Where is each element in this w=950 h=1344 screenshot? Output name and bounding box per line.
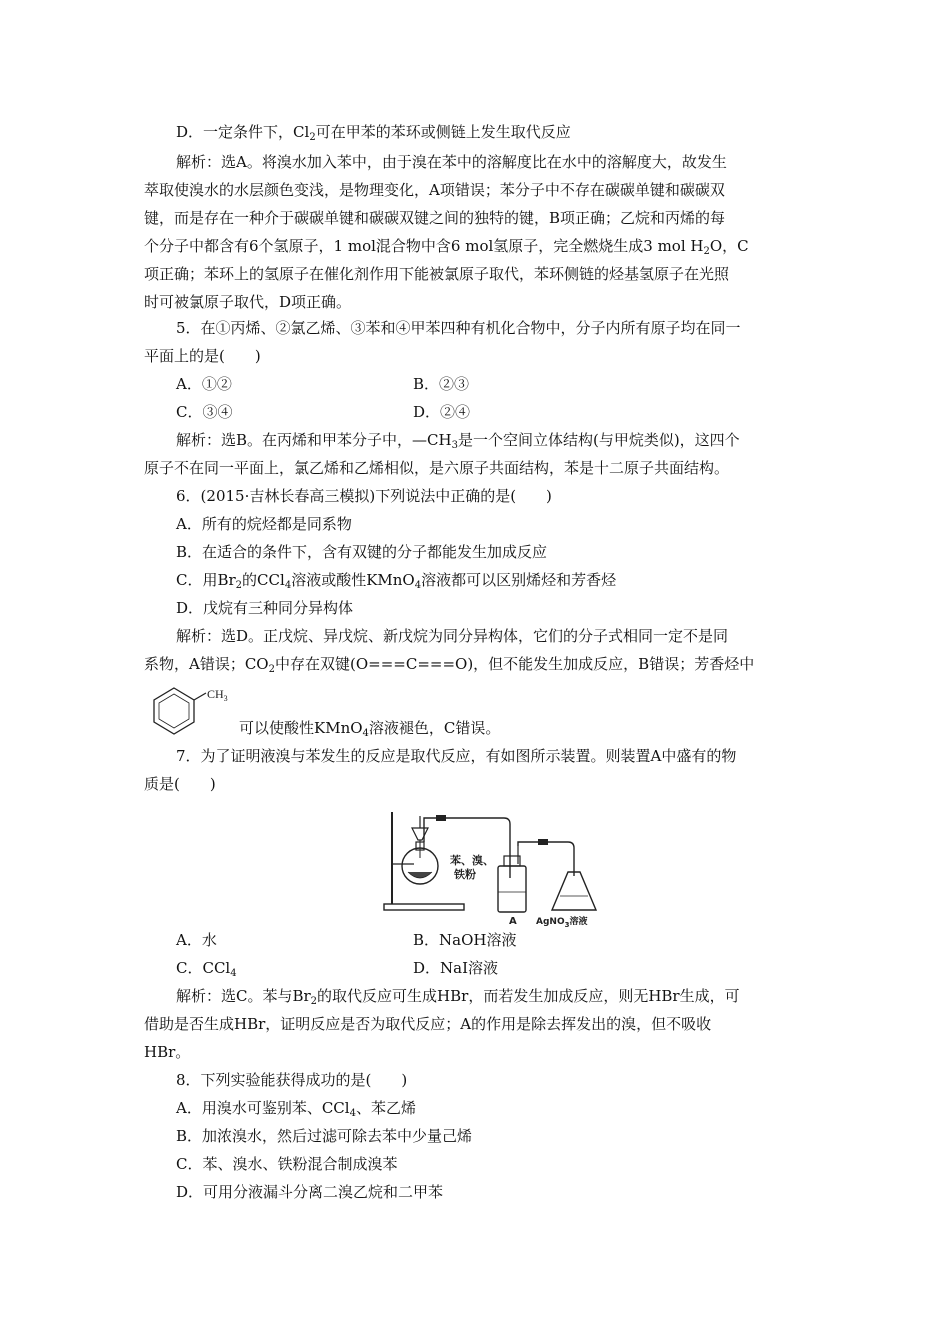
q7-option-a: A．水	[176, 931, 217, 949]
q8-option-b: B．加浓溴水，然后过滤可除去苯中少量己烯	[176, 1127, 473, 1145]
svg-text:苯、溴、: 苯、溴、	[450, 854, 494, 867]
q7-option-b: B．NaOH溶液	[413, 931, 517, 949]
bottle-a	[498, 866, 526, 912]
q8-option-c: C．苯、溴水、铁粉混合制成溴苯	[176, 1155, 398, 1173]
q8-option-d: D．可用分液漏斗分离二溴乙烷和二甲苯	[176, 1183, 444, 1201]
q6-option-b: B．在适合的条件下，含有双键的分子都能发生加成反应	[176, 543, 548, 561]
dropping-funnel	[412, 828, 428, 840]
q4-explanation-line: 解析：选A。将溴水加入苯中，由于溴在苯中的溶解度比在水中的溶解度大，故发生	[176, 153, 727, 171]
q7-explanation-line: 借助是否生成HBr，证明反应是否为取代反应；A的作用是除去挥发出的溴，但不吸收	[144, 1015, 712, 1033]
q6-option-d: D．戊烷有三种同分异构体	[176, 599, 354, 617]
q6-explanation-line: 系物，A错误；$CO_2$中存在双键(O===C===O)，但不能发生加成反应，B错误；芳香烃中	[144, 655, 755, 675]
erlenmeyer-flask	[552, 872, 596, 910]
q5-stem: 5．在①丙烯、②氯乙烯、③苯和④甲苯四种有机化合物中，分子内所有原子均在同一	[176, 319, 741, 337]
q7-explanation-line: HBr。	[144, 1043, 191, 1061]
q5-explanation-line: 原子不在同一平面上，氯乙烯和乙烯相似，是六原子共面结构，苯是十二原子共面结构。	[144, 459, 730, 477]
q5-stem: 平面上的是( )	[144, 347, 261, 365]
q5-explanation-line: 解析：选B。在丙烯和甲苯分子中，$—CH_3$是一个空间立体结构(与甲烷类似)，这四个	[176, 431, 740, 451]
q7-option-d: D．NaI溶液	[413, 959, 499, 977]
q8-option-a: A．用溴水可鉴别苯、CCl$_4$、苯乙烯	[176, 1099, 416, 1119]
q5-option-c: C．③④	[176, 403, 233, 421]
q4-option-d: D．一定条件下，$Cl_2$可在甲苯的苯环或侧链上发生取代反应	[176, 123, 571, 143]
q5-option-b: B．②③	[413, 375, 470, 393]
q6-explanation-line: 可以使酸性KMnO$_4$溶液褪色，C错误。	[239, 719, 501, 739]
q6-stem: 6．(2015·吉林长春高三模拟)下列说法中正确的是( )	[176, 487, 552, 505]
q5-option-a: A．①②	[176, 375, 232, 393]
q4-explanation-line: 时可被氯原子取代，D项正确。	[144, 293, 352, 311]
svg-text:铁粉: 铁粉	[454, 868, 476, 881]
q5-option-d: D．②④	[413, 403, 471, 421]
q4-explanation-line: 项正确；苯环上的氢原子在催化剂作用下能被氯原子取代，苯环侧链的烃基氢原子在光照	[144, 265, 730, 283]
q4-explanation-line: 个分子中都含有6个氢原子，1 mol混合物中含6 mol氢原子，完全燃烧生成3 mol $H_2O$，C	[144, 237, 749, 257]
q8-stem: 8．下列实验能获得成功的是( )	[176, 1071, 408, 1089]
q6-explanation-line: 解析：选D。正戊烷、异戊烷、新戊烷为同分异构体，它们的分子式相同一定不是同	[176, 627, 729, 645]
svg-text:A: A	[509, 916, 517, 927]
q7-stem: 质是( )	[144, 775, 216, 793]
q7-option-c: C．CCl$_4$	[176, 959, 237, 979]
q4-explanation-line: 键，而是存在一种介于碳碳单键和碳碳双键之间的独特的键，B项正确；乙烷和丙烯的每	[144, 209, 726, 227]
svg-text:CH3: $CH_3$	[207, 687, 228, 703]
q6-option-c: C．用$Br_2$的CCl$_4$溶液或酸性KMnO$_4$溶液都可以区别烯烃和芳香烃	[176, 571, 617, 591]
q6-option-a: A．所有的烷烃都是同系物	[176, 515, 352, 533]
toluene-structure	[144, 682, 244, 738]
q7-stem: 7．为了证明液溴与苯发生的反应是取代反应，有如图所示装置。则装置A中盛有的物	[176, 747, 737, 765]
stand-base	[384, 904, 464, 910]
q4-explanation-line: 萃取使溴水的水层颜色变浅，是物理变化，A项错误；苯分子中不存在碳碳单键和碳碳双	[144, 181, 725, 199]
svg-text:AgNO3溶液: AgNO$_3$溶液	[536, 917, 588, 929]
q7-explanation-line: 解析：选C。苯与$Br_2$的取代反应可生成HBr，而若发生加成反应，则无HBr生成，可	[176, 987, 740, 1007]
apparatus-diagram	[378, 806, 628, 932]
